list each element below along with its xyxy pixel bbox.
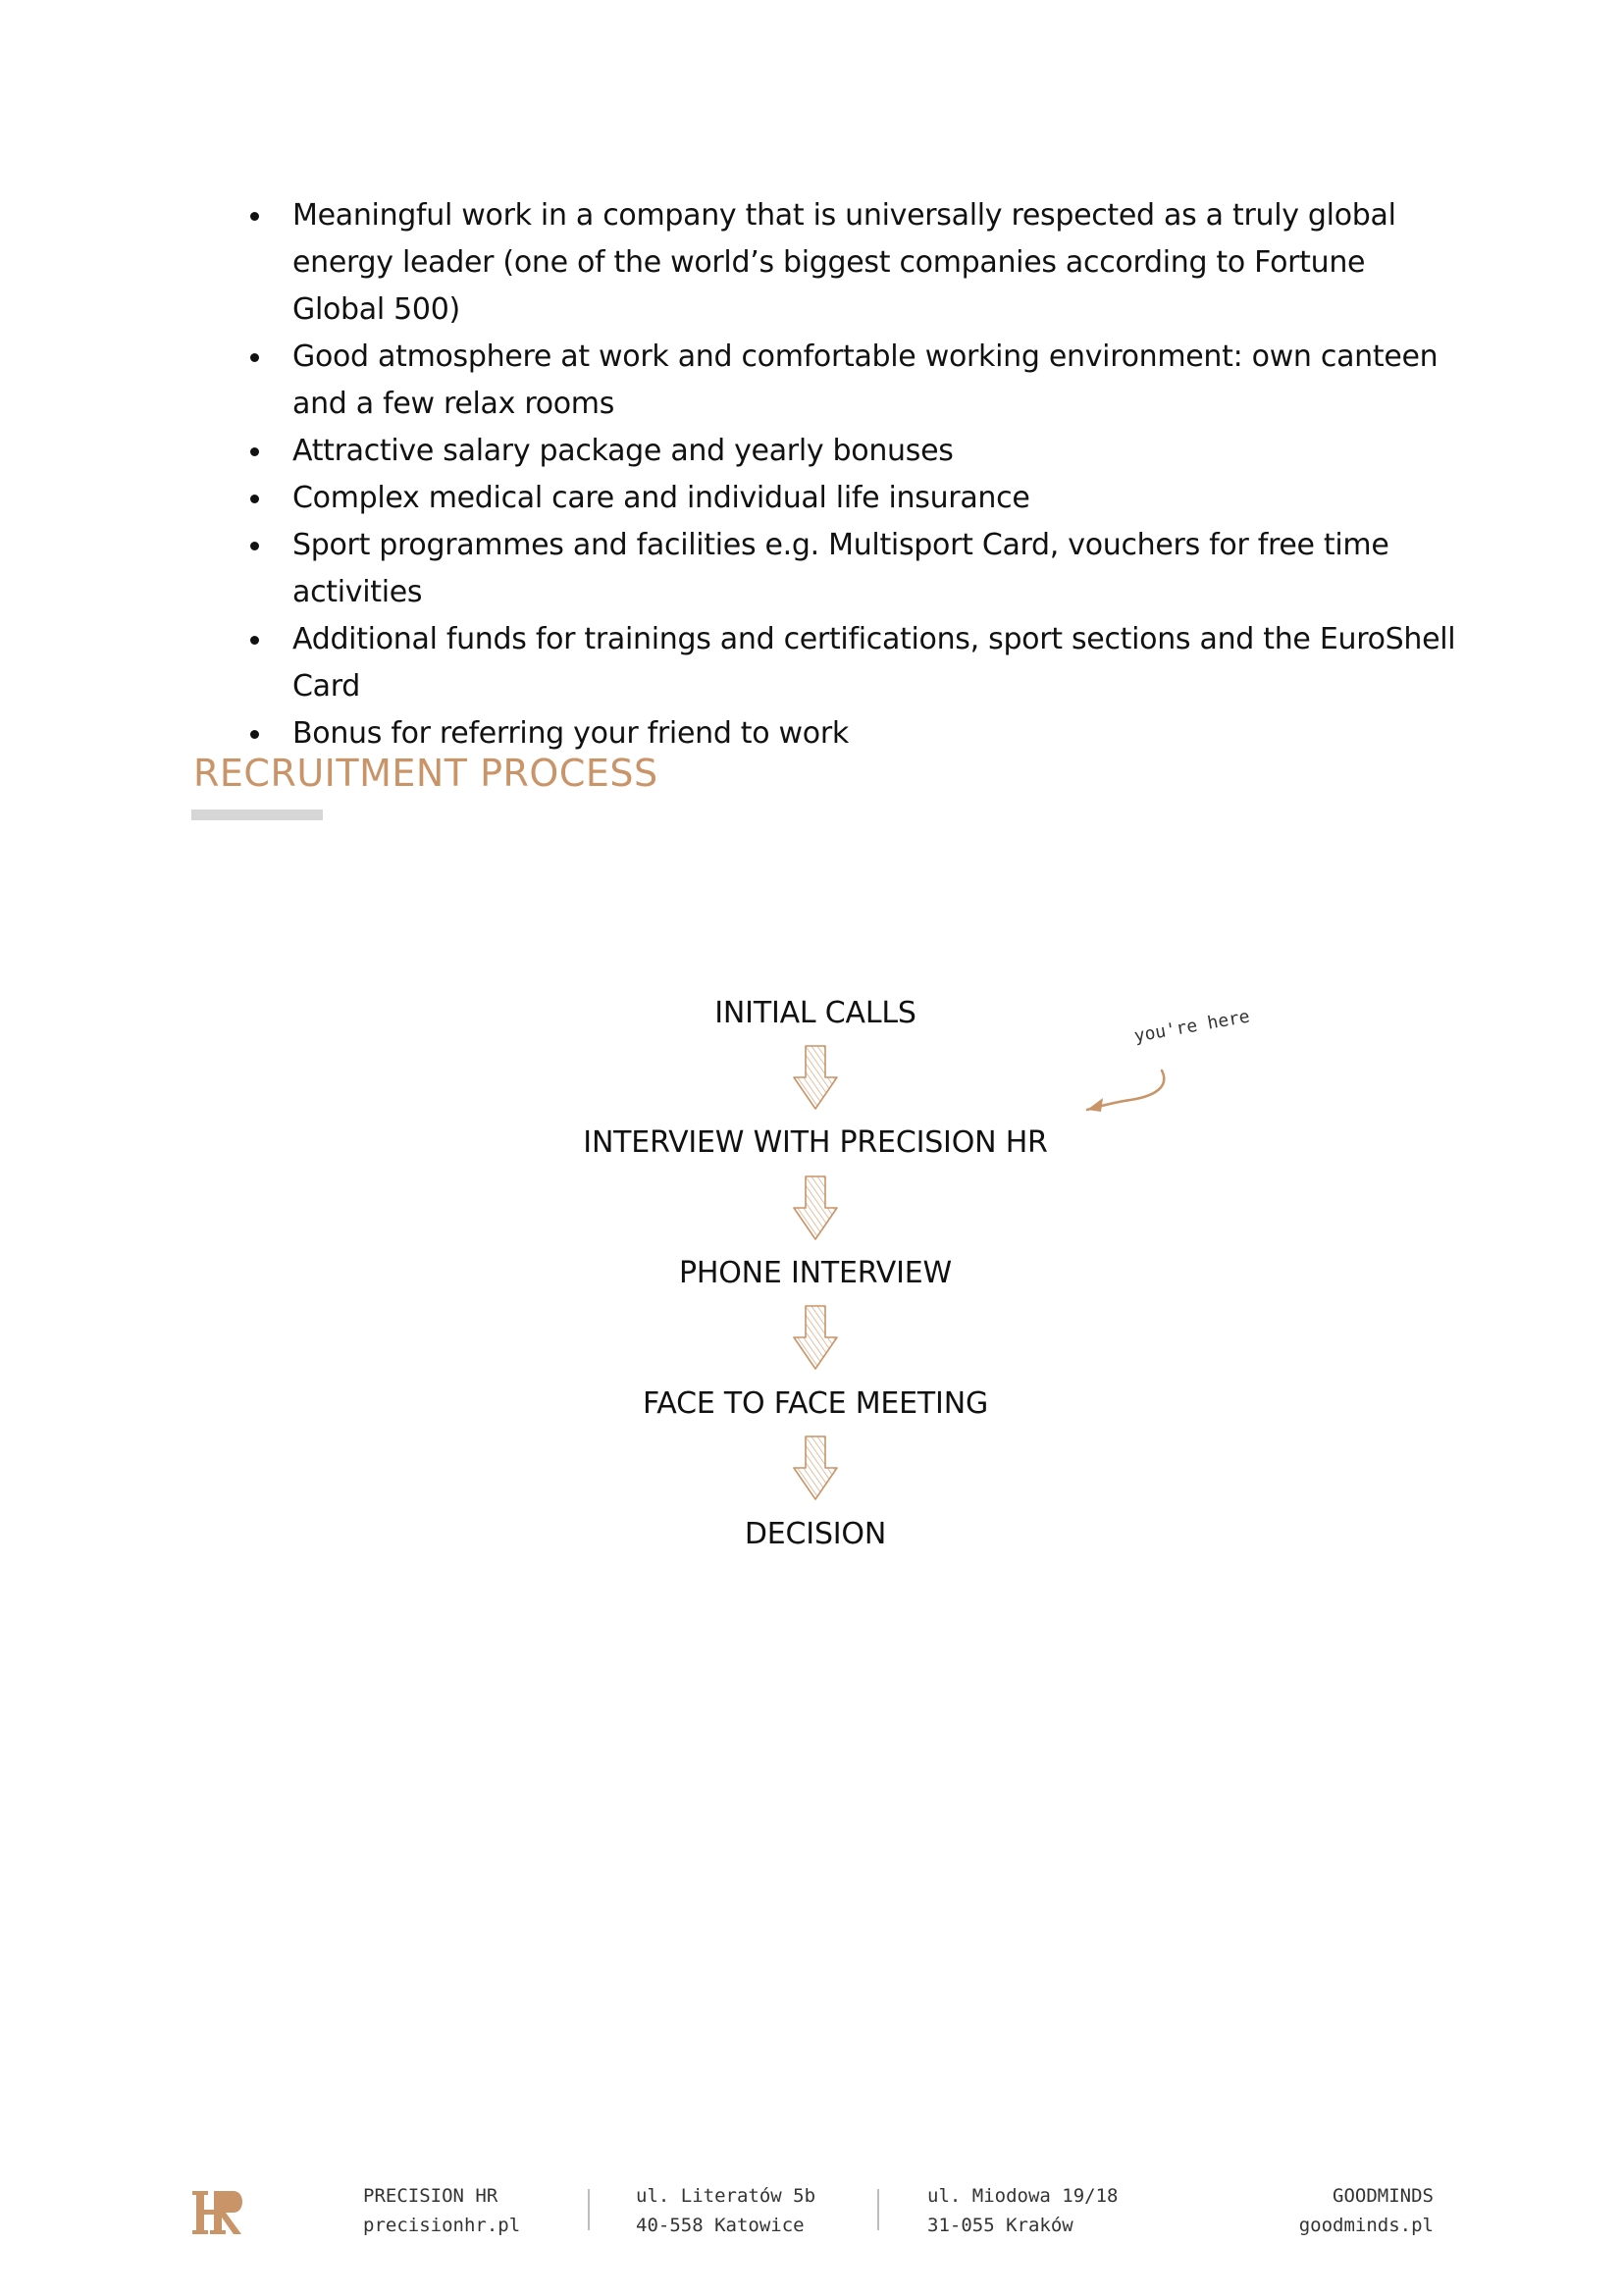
footer-office-street: ul. Miodowa 19/18 [927,2185,1119,2207]
down-arrow-icon [791,1434,840,1502]
bullet-icon [250,447,259,456]
list-item [250,475,1457,522]
process-step-interview: INTERVIEW WITH PRECISION HR [583,1125,1048,1160]
benefit-text: Good atmosphere at work and comfortable working environment: own canteen and a few relax rooms [292,339,1439,421]
process-step-phone-interview: PHONE INTERVIEW [679,1256,952,1290]
bullet-icon [250,636,259,645]
process-step-face-to-face: FACE TO FACE MEETING [642,1386,988,1421]
footer-company-block [363,2181,520,2240]
footer-company-name: PRECISION HR [363,2185,498,2207]
page-footer [0,2173,1622,2252]
list-item [250,616,1457,710]
benefit-text: Bonus for referring your friend to work [292,716,849,751]
bullet-icon [250,542,259,550]
title-underline [191,809,323,820]
process-step-decision: DECISION [744,1517,887,1551]
list-item [250,522,1457,616]
down-arrow-icon [791,1303,840,1372]
footer-partner-site[interactable]: goodminds.pl [1298,2215,1434,2236]
benefits-list [250,192,1457,757]
footer-office-katowice [636,2181,815,2240]
footer-partner-block [1299,2181,1434,2240]
list-item [250,192,1457,334]
benefit-text: Complex medical care and individual life insurance [292,481,1030,515]
bullet-icon [250,495,259,503]
list-item [250,334,1457,428]
benefit-text: Meaningful work in a company that is universally respected as a truly global energy leader (one of the world’s biggest companies according to Fortune Global 500) [292,198,1396,327]
footer-office-city: 31-055 Kraków [927,2215,1073,2236]
footer-company-site[interactable]: precisionhr.pl [363,2215,521,2236]
list-item [250,428,1457,475]
benefit-text: Additional funds for trainings and certifications, sport sections and the EuroShell Card [292,622,1456,704]
benefit-text: Attractive salary package and yearly bonuses [292,434,954,468]
precision-hr-logo [192,2185,251,2240]
process-step-initial-calls: INITIAL CALLS [714,996,916,1030]
list-item [250,710,1457,757]
footer-office-city: 40-558 Katowice [636,2215,805,2236]
footer-partner-name: GOODMINDS [1333,2185,1434,2207]
section-title: RECRUITMENT PROCESS [193,752,658,795]
footer-divider [877,2189,879,2230]
youre-here-annotation: you're here [1132,1006,1252,1047]
footer-office-street: ul. Literatów 5b [636,2185,816,2207]
curved-pointer-arrow-icon [1079,1065,1177,1123]
footer-office-krakow [927,2181,1118,2240]
footer-divider [588,2189,590,2230]
down-arrow-icon [791,1174,840,1242]
bullet-icon [250,730,259,739]
down-arrow-icon [791,1043,840,1112]
bullet-icon [250,353,259,362]
bullet-icon [250,212,259,221]
benefit-text: Sport programmes and facilities e.g. Multisport Card, vouchers for free time activities [292,528,1389,609]
